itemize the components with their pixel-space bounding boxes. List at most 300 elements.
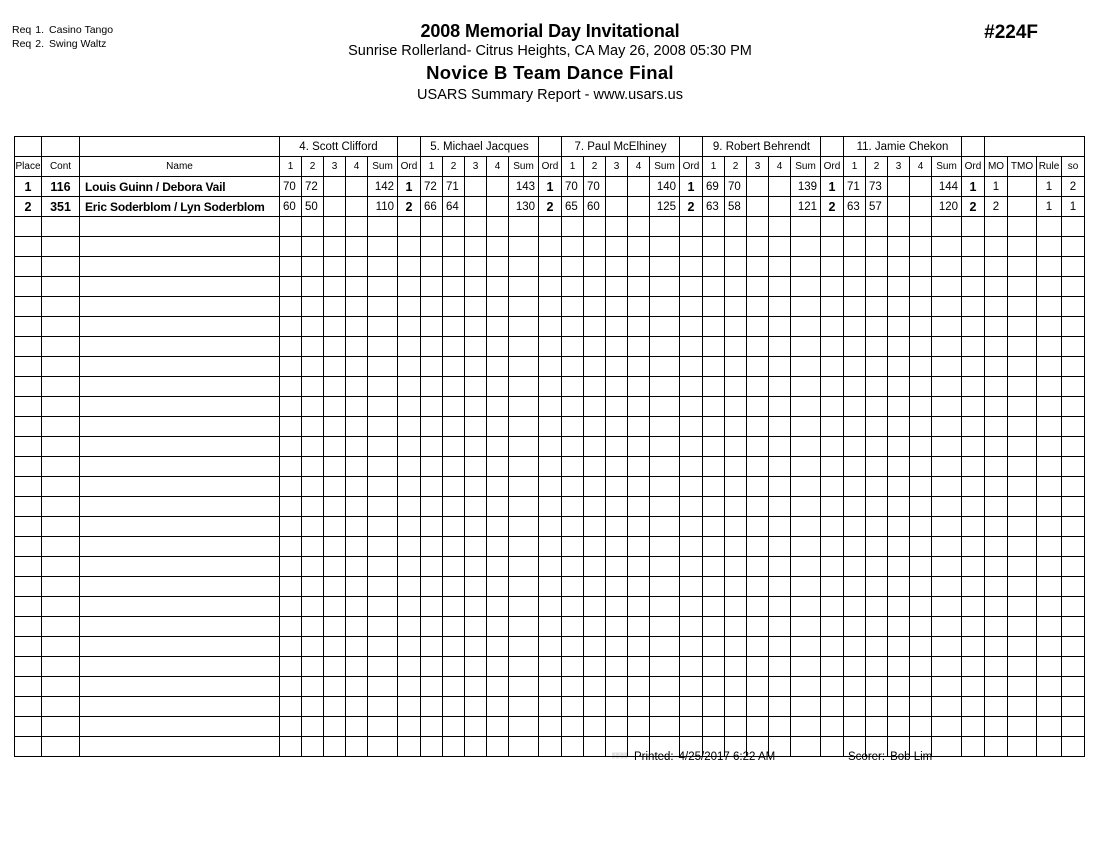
cell-empty xyxy=(866,697,888,717)
cell-empty xyxy=(888,217,910,237)
cell-empty xyxy=(509,497,539,517)
cell-empty xyxy=(42,577,80,597)
cell-empty xyxy=(962,317,985,337)
cell-empty xyxy=(302,517,324,537)
cell-empty xyxy=(487,297,509,317)
cell-empty xyxy=(1062,297,1085,317)
cell-empty xyxy=(302,577,324,597)
cell-empty xyxy=(80,297,280,317)
cell-empty xyxy=(725,257,747,277)
cell-empty xyxy=(280,557,302,577)
cell-empty xyxy=(280,617,302,637)
cell-empty xyxy=(465,437,487,457)
cell-empty xyxy=(398,477,421,497)
cell-empty xyxy=(15,257,42,277)
cell-empty xyxy=(324,497,346,517)
cell-empty xyxy=(932,677,962,697)
cell-empty xyxy=(1037,337,1062,357)
cell-empty xyxy=(769,317,791,337)
header-tmo: TMO xyxy=(1008,157,1037,177)
table-row-empty xyxy=(15,417,1085,437)
cell-empty xyxy=(725,217,747,237)
cell-empty xyxy=(932,277,962,297)
cell-empty xyxy=(42,397,80,417)
cell-empty xyxy=(368,557,398,577)
cell-empty xyxy=(866,277,888,297)
score-table xyxy=(14,136,1085,757)
cell-empty xyxy=(346,537,368,557)
cell-empty xyxy=(932,397,962,417)
cell-empty xyxy=(324,457,346,477)
cell-empty xyxy=(421,437,443,457)
cell-empty xyxy=(1062,257,1085,277)
cell-empty xyxy=(539,277,562,297)
cell-empty xyxy=(368,377,398,397)
cell-empty xyxy=(747,637,769,657)
table-row-empty xyxy=(15,317,1085,337)
cell-empty xyxy=(1062,477,1085,497)
table-row-empty xyxy=(15,217,1085,237)
cell-empty xyxy=(769,297,791,317)
cell-empty xyxy=(680,717,703,737)
cell-empty xyxy=(562,237,584,257)
cell-empty xyxy=(398,537,421,557)
table-row-empty xyxy=(15,657,1085,677)
cell-empty xyxy=(650,557,680,577)
judge-row-spacer xyxy=(15,137,42,157)
cell-empty xyxy=(680,357,703,377)
cell-empty xyxy=(888,417,910,437)
cell-empty xyxy=(910,497,932,517)
cell-empty xyxy=(703,357,725,377)
cell-empty xyxy=(324,257,346,277)
cell-empty xyxy=(465,337,487,357)
cell-name: Eric Soderblom / Lyn Soderblom xyxy=(80,197,280,217)
cell-empty xyxy=(443,557,465,577)
cell-empty xyxy=(584,557,606,577)
header-cont: Cont xyxy=(42,157,80,177)
judge-name-cell: 9. Robert Behrendt xyxy=(703,137,821,157)
cell-empty xyxy=(703,557,725,577)
cell-empty xyxy=(725,637,747,657)
cell-empty xyxy=(509,277,539,297)
cell-empty xyxy=(15,437,42,457)
cell-empty xyxy=(910,717,932,737)
cell-empty xyxy=(932,657,962,677)
cell-empty xyxy=(280,357,302,377)
table-row xyxy=(15,197,1085,217)
cell-empty xyxy=(398,237,421,257)
cell-empty xyxy=(443,297,465,317)
cell-empty xyxy=(1008,317,1037,337)
cell-empty xyxy=(962,637,985,657)
cell-empty xyxy=(346,577,368,597)
cell-empty xyxy=(280,437,302,457)
cell-empty xyxy=(866,317,888,337)
cell-empty xyxy=(650,717,680,737)
cell-empty xyxy=(703,637,725,657)
cell-empty xyxy=(725,377,747,397)
cell-empty xyxy=(747,437,769,457)
cell-empty xyxy=(791,237,821,257)
cell-empty xyxy=(539,617,562,637)
judge-row-ord-spacer xyxy=(539,137,562,157)
cell-empty xyxy=(509,717,539,737)
cell-empty xyxy=(1037,417,1062,437)
cell-score: 63 xyxy=(703,197,725,217)
cell-empty xyxy=(465,577,487,597)
cell-empty xyxy=(324,717,346,737)
cell-empty xyxy=(487,737,509,757)
cell-empty xyxy=(703,477,725,497)
header-score-4: 4 xyxy=(910,157,932,177)
cell-empty xyxy=(910,597,932,617)
cell-empty xyxy=(985,717,1008,737)
cell-empty xyxy=(324,217,346,237)
cell-ord: 2 xyxy=(962,197,985,217)
cell-empty xyxy=(791,517,821,537)
cell-empty xyxy=(910,457,932,477)
requirement-label: Req xyxy=(12,24,32,36)
cell-empty xyxy=(725,277,747,297)
requirement-label: Req xyxy=(12,38,32,50)
cell-empty xyxy=(769,257,791,277)
cell-empty xyxy=(844,337,866,357)
table-row-empty xyxy=(15,377,1085,397)
header-so: so xyxy=(1062,157,1085,177)
cell-place: 2 xyxy=(15,197,42,217)
table-row-empty xyxy=(15,537,1085,557)
cell-empty xyxy=(562,637,584,657)
cell-empty xyxy=(650,317,680,337)
cell-empty xyxy=(747,237,769,257)
judge-name-header-row xyxy=(15,137,1085,157)
cell-empty xyxy=(985,537,1008,557)
cell-empty xyxy=(42,657,80,677)
cell-empty xyxy=(910,697,932,717)
cell-empty xyxy=(962,557,985,577)
cell-empty xyxy=(606,557,628,577)
cell-empty xyxy=(650,577,680,597)
cell-empty xyxy=(584,637,606,657)
judge-name-cell: 4. Scott Clifford xyxy=(280,137,398,157)
cell-empty xyxy=(368,617,398,637)
cell-empty xyxy=(562,717,584,737)
cell-empty xyxy=(747,537,769,557)
header-ord: Ord xyxy=(680,157,703,177)
cell-place: 1 xyxy=(15,177,42,197)
cell-empty xyxy=(606,237,628,257)
cell-empty xyxy=(15,597,42,617)
cell-empty xyxy=(80,357,280,377)
cell-empty xyxy=(725,417,747,437)
cell-empty xyxy=(985,517,1008,537)
cell-empty xyxy=(962,577,985,597)
cell-empty xyxy=(15,537,42,557)
cell-empty xyxy=(628,317,650,337)
cell-empty xyxy=(465,217,487,237)
cell-empty xyxy=(539,517,562,537)
cell-empty xyxy=(368,477,398,497)
cell-empty xyxy=(628,597,650,617)
cell-empty xyxy=(962,437,985,457)
table-row-empty xyxy=(15,237,1085,257)
cell-empty xyxy=(985,357,1008,377)
printed-info xyxy=(634,751,775,763)
cell-empty xyxy=(1037,257,1062,277)
cell-empty xyxy=(302,597,324,617)
judge-row-tail-spacer xyxy=(985,137,1085,157)
cell-empty xyxy=(769,277,791,297)
cell-empty xyxy=(1062,457,1085,477)
cell-empty xyxy=(562,257,584,277)
cell-empty xyxy=(562,317,584,337)
cell-empty xyxy=(910,277,932,297)
cell-empty xyxy=(398,277,421,297)
cell-empty xyxy=(932,497,962,517)
cell-empty xyxy=(650,517,680,537)
cell-empty xyxy=(985,677,1008,697)
cell-empty xyxy=(42,357,80,377)
cell-empty xyxy=(985,417,1008,437)
cell-empty xyxy=(346,277,368,297)
cell-empty xyxy=(985,217,1008,237)
cell-empty xyxy=(42,377,80,397)
cell-empty xyxy=(985,457,1008,477)
printed-label: Printed: xyxy=(634,751,674,763)
cell-empty xyxy=(80,617,280,637)
cell-empty xyxy=(584,537,606,557)
cell-empty xyxy=(539,477,562,497)
cell-empty xyxy=(80,697,280,717)
cell-score xyxy=(769,177,791,197)
cell-empty xyxy=(606,437,628,457)
cell-empty xyxy=(1037,697,1062,717)
cell-empty xyxy=(42,237,80,257)
cell-empty xyxy=(650,697,680,717)
cell-empty xyxy=(443,437,465,457)
cell-empty xyxy=(866,477,888,497)
cell-empty xyxy=(80,457,280,477)
cell-empty xyxy=(443,637,465,657)
cell-empty xyxy=(791,697,821,717)
cell-empty xyxy=(791,577,821,597)
cell-sum: 142 xyxy=(368,177,398,197)
cell-empty xyxy=(962,597,985,617)
cell-empty xyxy=(42,497,80,517)
cell-empty xyxy=(821,717,844,737)
cell-empty xyxy=(368,217,398,237)
cell-empty xyxy=(910,297,932,317)
cell-empty xyxy=(1062,597,1085,617)
cell-empty xyxy=(628,437,650,457)
cell-empty xyxy=(650,437,680,457)
cell-empty xyxy=(280,537,302,557)
header-sum: Sum xyxy=(509,157,539,177)
cell-empty xyxy=(487,397,509,417)
cell-empty xyxy=(346,477,368,497)
cell-empty xyxy=(791,377,821,397)
cell-empty xyxy=(1062,237,1085,257)
cell-empty xyxy=(650,537,680,557)
judge-row-spacer xyxy=(80,137,280,157)
cell-empty xyxy=(368,537,398,557)
header-score-2: 2 xyxy=(302,157,324,177)
cell-empty xyxy=(509,257,539,277)
cell-empty xyxy=(1008,697,1037,717)
cell-empty xyxy=(747,557,769,577)
cell-empty xyxy=(368,297,398,317)
score-table-container xyxy=(14,136,1085,757)
cell-empty xyxy=(1008,297,1037,317)
cell-empty xyxy=(962,657,985,677)
cell-empty xyxy=(324,397,346,417)
cell-sum: 121 xyxy=(791,197,821,217)
cell-empty xyxy=(42,297,80,317)
cell-empty xyxy=(844,417,866,437)
cell-score xyxy=(628,177,650,197)
cell-empty xyxy=(606,397,628,417)
cell-empty xyxy=(1062,617,1085,637)
header-mo: MO xyxy=(985,157,1008,177)
cell-empty xyxy=(1037,297,1062,317)
cell-empty xyxy=(866,677,888,697)
cell-empty xyxy=(80,717,280,737)
cell-empty xyxy=(1008,337,1037,357)
cell-empty xyxy=(606,257,628,277)
cell-empty xyxy=(725,557,747,577)
cell-empty xyxy=(324,297,346,317)
cell-empty xyxy=(346,557,368,577)
cell-empty xyxy=(1062,517,1085,537)
cell-empty xyxy=(1037,637,1062,657)
cell-sum: 144 xyxy=(932,177,962,197)
table-row-empty xyxy=(15,477,1085,497)
cell-empty xyxy=(606,477,628,497)
cell-empty xyxy=(650,297,680,317)
cell-empty xyxy=(844,297,866,317)
table-row-empty xyxy=(15,717,1085,737)
cell-ord: 2 xyxy=(398,197,421,217)
cell-empty xyxy=(487,277,509,297)
cell-empty xyxy=(791,357,821,377)
cell-empty xyxy=(1037,497,1062,517)
cell-empty xyxy=(302,737,324,757)
cell-empty xyxy=(747,417,769,437)
cell-empty xyxy=(398,217,421,237)
cell-empty xyxy=(324,577,346,597)
cell-empty xyxy=(584,517,606,537)
cell-empty xyxy=(487,457,509,477)
cell-empty xyxy=(628,277,650,297)
cell-empty xyxy=(443,257,465,277)
cell-empty xyxy=(932,377,962,397)
cell-rule: 1 xyxy=(1037,177,1062,197)
cell-empty xyxy=(324,697,346,717)
cell-empty xyxy=(368,357,398,377)
cell-empty xyxy=(487,697,509,717)
cell-empty xyxy=(703,397,725,417)
cell-empty xyxy=(280,497,302,517)
cell-empty xyxy=(80,417,280,437)
cell-empty xyxy=(844,657,866,677)
cell-score xyxy=(487,177,509,197)
cell-empty xyxy=(465,717,487,737)
cell-empty xyxy=(584,737,606,757)
cell-empty xyxy=(509,477,539,497)
cell-empty xyxy=(910,677,932,697)
cell-empty xyxy=(443,677,465,697)
cell-empty xyxy=(866,577,888,597)
cell-empty xyxy=(443,417,465,437)
cell-empty xyxy=(562,437,584,457)
cell-empty xyxy=(1062,337,1085,357)
cell-empty xyxy=(421,617,443,637)
cell-empty xyxy=(302,337,324,357)
cell-empty xyxy=(985,477,1008,497)
cell-empty xyxy=(962,237,985,257)
cell-empty xyxy=(769,377,791,397)
cell-empty xyxy=(42,517,80,537)
cell-empty xyxy=(1037,677,1062,697)
cell-empty xyxy=(421,537,443,557)
cell-empty xyxy=(650,257,680,277)
cell-empty xyxy=(821,537,844,557)
header-score-3: 3 xyxy=(747,157,769,177)
cell-empty xyxy=(584,617,606,637)
cell-empty xyxy=(368,417,398,437)
cell-empty xyxy=(650,277,680,297)
cell-empty xyxy=(509,697,539,717)
cell-empty xyxy=(1008,577,1037,597)
cell-empty xyxy=(465,457,487,477)
cell-empty xyxy=(725,497,747,517)
cell-empty xyxy=(628,717,650,737)
cell-empty xyxy=(42,277,80,297)
cell-empty xyxy=(1062,697,1085,717)
cell-empty xyxy=(769,697,791,717)
header-score-1: 1 xyxy=(421,157,443,177)
cell-empty xyxy=(628,557,650,577)
cell-empty xyxy=(302,677,324,697)
cell-sum: 125 xyxy=(650,197,680,217)
cell-empty xyxy=(562,597,584,617)
cell-empty xyxy=(747,357,769,377)
cell-empty xyxy=(747,297,769,317)
cell-empty xyxy=(703,657,725,677)
cell-empty xyxy=(844,357,866,377)
cell-empty xyxy=(421,597,443,617)
cell-empty xyxy=(680,217,703,237)
cell-empty xyxy=(15,517,42,537)
cell-empty xyxy=(324,357,346,377)
cell-empty xyxy=(932,597,962,617)
cell-empty xyxy=(844,557,866,577)
cell-empty xyxy=(324,517,346,537)
cell-empty xyxy=(465,617,487,637)
cell-empty xyxy=(280,337,302,357)
cell-empty xyxy=(42,217,80,237)
cell-empty xyxy=(539,657,562,677)
cell-score xyxy=(769,197,791,217)
cell-ord: 1 xyxy=(962,177,985,197)
cell-empty xyxy=(421,277,443,297)
cell-empty xyxy=(280,297,302,317)
table-row-empty xyxy=(15,357,1085,377)
cell-empty xyxy=(962,477,985,497)
cell-empty xyxy=(280,317,302,337)
cell-empty xyxy=(280,257,302,277)
